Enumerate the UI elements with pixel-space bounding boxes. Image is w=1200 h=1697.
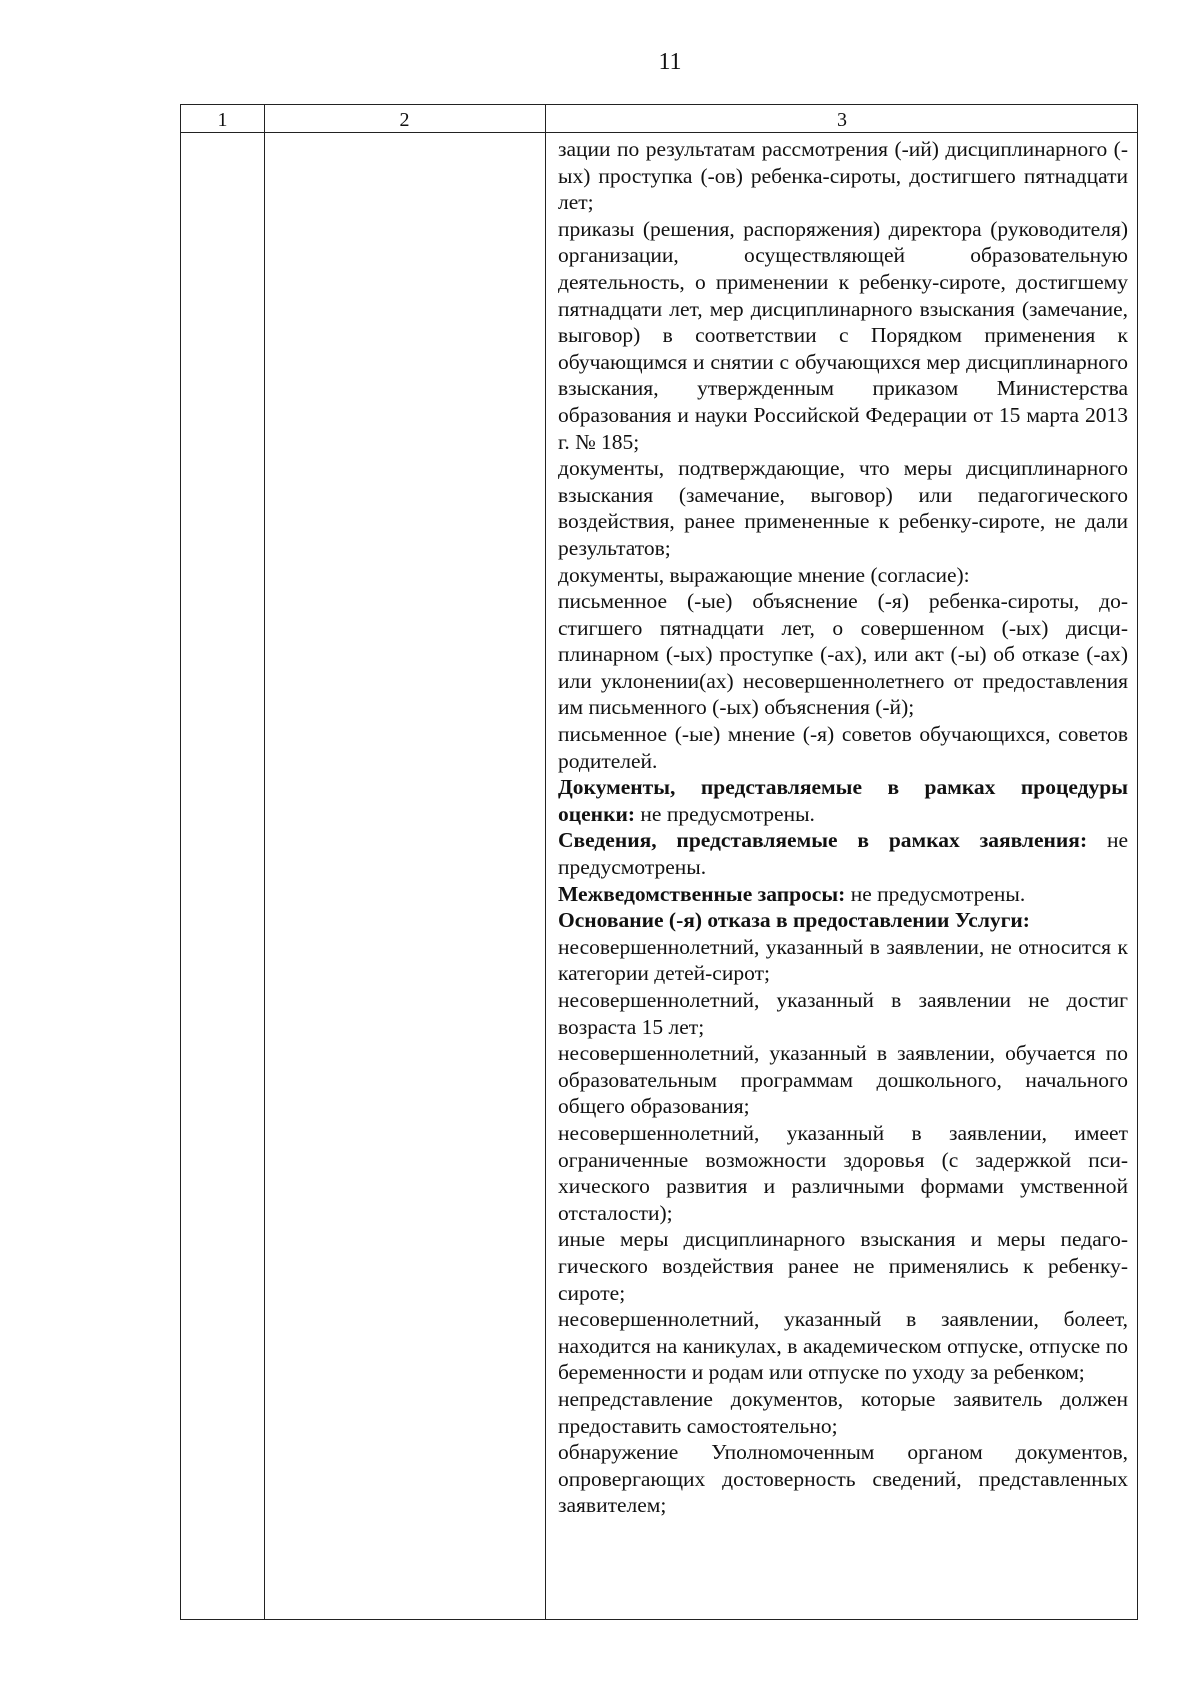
paragraph-information-application: Сведения, представляемые в рамках заявления: не предусмотрены. xyxy=(558,828,1128,880)
paragraph-refusal-grounds xyxy=(558,907,1128,934)
paragraph: несовершеннолетний, указанный в заявлении не достиг возраста 15 лет; xyxy=(558,988,1128,1039)
column-header-3: 3 xyxy=(837,109,847,131)
paragraph-documents-assessment: Документы, представляемые в рамках процедуры оценки: не предусмотрены. xyxy=(558,775,1128,826)
paragraph: несовершеннолетний, указанный в заявлении, имеет ограниченные возможности здоровья (с задержкой психического развития и различными формами умственной отсталости); xyxy=(558,1120,1128,1225)
paragraph: документы, подтверждающие, что меры дисциплинарного взыскания (замечание, выговор) или педагогического воздействия, ранее примененные к ребенку-сироте, не дали результатов; xyxy=(558,456,1128,560)
column-3-content xyxy=(558,136,1128,1519)
page-number: 11 xyxy=(658,49,682,75)
bold-heading: Основание (-я) отказа в предоставлении Услуги: xyxy=(558,908,1030,933)
paragraph: несовершеннолетний, указанный в заявлении, не относится к категории детей-сирот; xyxy=(558,934,1128,986)
paragraph-interagency-requests: Межведомственные запросы: не предусмотрены. xyxy=(558,881,1026,906)
paragraph: несовершеннолетний, указанный в заявлении, обучается по образовательным программам дошкольного, начального общего образования; xyxy=(558,1041,1128,1119)
column-header-1: 1 xyxy=(217,109,228,131)
paragraph: письменное (-ые) объяснение (-я) ребенка-сироты, достигшего пятнадцати лет, о совершенном (-ых) дисциплинарном (-ых) проступке (-ах), или акт (-ы) об отказе (-ах) или уклонении(ах) несовершеннолетнего от предоставления им письменного (-ых) объяснения (-й); xyxy=(558,589,1128,720)
paragraph: зации по результатам рассмотрения (-ий) дисциплинарного (-ых) проступка (-ов) ребенка-сироты, достигшего пятнадцати лет; xyxy=(558,137,1128,215)
paragraph: иные меры дисциплинарного взыскания и меры педагогического воздействия ранее не применялись к ребенку-сироте; xyxy=(558,1227,1128,1305)
header-divider xyxy=(181,132,1137,133)
column-divider-1 xyxy=(264,105,265,1619)
bold-heading: Межведомственные запросы: xyxy=(558,881,846,906)
paragraph: документы, выражающие мнение (согласие): xyxy=(558,562,970,587)
paragraph: обнаружение Уполномоченным органом документов, опровергающих достоверность сведений, представленных заявителем; xyxy=(558,1440,1128,1518)
paragraph: приказы (решения, распоряжения) директора (руководителя) организации, осуществляющей образовательную деятельность, о применении к ребенку-сироте, достигшему пятнадцати лет, мер дисциплинарного взыскания (замечание, выговор) в соответствии с Порядком применения к обучающимся и снятии с обучающихся мер дисциплинарного взыскания, утвержденным приказом Министерства образования и науки Российской Федерации от 15 марта 2013 г. № 185; xyxy=(558,216,1128,454)
paragraph: письменное (-ые) мнение (-я) советов обучающихся, советов родителей. xyxy=(558,722,1128,773)
document-table xyxy=(180,104,1138,1620)
bold-heading: Сведения, представляемые в рамках заявления: xyxy=(558,828,1088,853)
bold-heading: Документы, представляемые в рамках процедуры оценки: xyxy=(558,775,1128,826)
paragraph: несовершеннолетний, указанный в заявлении, болеет, находится на каникулах, в академическом отпуске, отпуске по беременности и родам или отпуске по уходу за ребенком; xyxy=(558,1307,1128,1385)
column-divider-2 xyxy=(545,105,546,1619)
paragraph: непредставление документов, которые заявитель должен предоставить самостоятельно; xyxy=(558,1386,1128,1438)
column-header-2: 2 xyxy=(399,109,410,131)
